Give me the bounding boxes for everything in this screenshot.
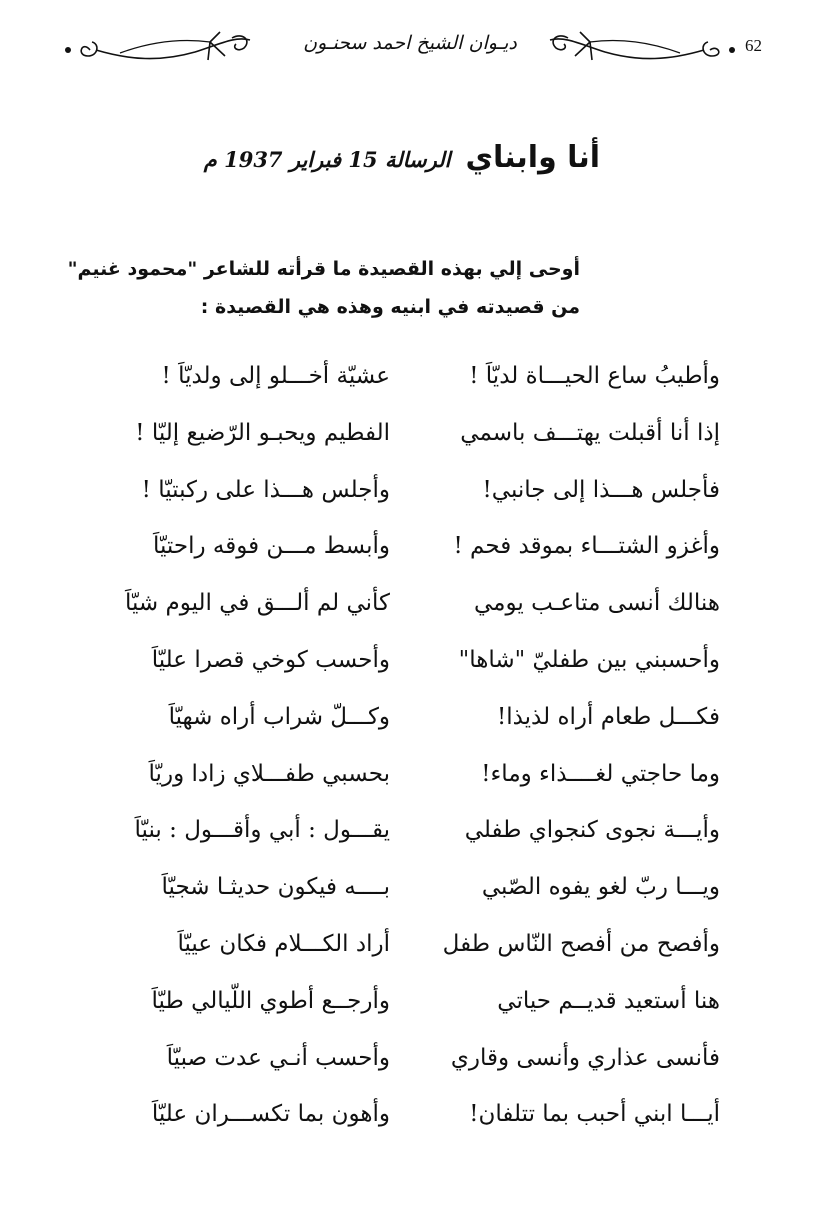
intro-line: من قصيدته في ابنيه وهذه هي القصيدة : xyxy=(200,296,580,318)
second-hemistich: عشيّة أخـــلو إلى ولديّاَ ! xyxy=(161,363,390,389)
second-hemistich: وأهون بما تكســـران عليّاَ xyxy=(151,1101,390,1128)
verse-row xyxy=(110,696,720,753)
first-hemistich: وأيـــة نجوى كنجواي طفلي xyxy=(464,817,720,844)
poem-verses xyxy=(110,355,720,1150)
poem-title xyxy=(150,140,600,175)
intro-paragraph xyxy=(67,250,580,326)
second-hemistich: وأبسط مـــن فوقه راحتيّاَ xyxy=(152,533,390,560)
page-number: 62 xyxy=(745,36,762,55)
verse-row xyxy=(110,866,720,923)
verse-row xyxy=(110,639,720,696)
first-hemistich: هنالك أنسى متاعـب يومي xyxy=(474,590,720,617)
verse-row xyxy=(110,355,720,412)
second-hemistich: أراد الكـــلام فكان عييّاَ xyxy=(177,930,390,957)
second-hemistich: يقـــول : أبي وأقـــول : بنيّاَ xyxy=(134,817,390,844)
verse-row xyxy=(110,753,720,810)
left-ornament-icon xyxy=(60,26,260,70)
first-hemistich: وأطيبُ ساع الحيـــاة لديّاَ ! xyxy=(469,363,720,389)
first-hemistich: وما حاجتي لغــــذاء وماء! xyxy=(481,760,720,787)
second-hemistich: وكـــلّ شراب أراه شهيّاَ xyxy=(168,703,390,730)
intro-line: أوحى إلي بهذه القصيدة ما قرأته للشاعر "محمود غنيم" xyxy=(67,258,580,280)
second-hemistich: بحسبي طفـــلاي زادا وريّاَ xyxy=(148,760,390,787)
first-hemistich: وأحسبني بين طفليّ "شاها" xyxy=(458,646,720,673)
second-hemistich: وأرجــع أطوي اللّيالي طيّاَ xyxy=(151,987,390,1014)
first-hemistich: هنا أستعيد قديــم حياتي xyxy=(497,987,720,1014)
first-hemistich: ويـــا ربّ لغو يفوه الصّبي xyxy=(481,874,720,901)
second-hemistich: وأجلس هـــذا على ركبتيّا ! xyxy=(141,476,390,503)
verse-row xyxy=(110,1037,720,1094)
first-hemistich: أيـــا ابني أحبب بما تتلفان! xyxy=(469,1101,720,1128)
second-hemistich: وأحسب كوخي قصرا عليّاَ xyxy=(151,646,390,673)
second-hemistich: كأني لم ألـــق في اليوم شيّاَ xyxy=(124,590,390,617)
verse-row xyxy=(110,1093,720,1150)
verse-row xyxy=(110,525,720,582)
verse-row xyxy=(110,809,720,866)
verse-row xyxy=(110,582,720,639)
first-hemistich: وأفصح من أفصح النّاس طفل xyxy=(442,930,720,957)
verse-row xyxy=(110,412,720,469)
poem-title-text: أنا وابناي xyxy=(465,140,600,175)
page-header xyxy=(60,20,762,76)
first-hemistich: إذا أنا أقبلت يهتـــف باسمي xyxy=(460,419,720,446)
first-hemistich: فأجلس هـــذا إلى جانبي! xyxy=(482,476,720,503)
second-hemistich: وأحسب أنـي عدت صبيّاَ xyxy=(166,1044,390,1071)
verse-row xyxy=(110,923,720,980)
first-hemistich: فكـــل طعام أراه لذيذا! xyxy=(496,703,720,730)
first-hemistich: وأغزو الشتـــاء بموقد فحم ! xyxy=(453,533,720,560)
running-title: ديـوان الشيخ احمد سحنـون xyxy=(303,32,517,54)
verse-row xyxy=(110,980,720,1037)
verse-row xyxy=(110,469,720,526)
second-hemistich: بــــه فيكون حديثـا شجيّاَ xyxy=(161,874,390,901)
right-ornament-icon xyxy=(540,26,740,70)
poem-source: الرسالة 15 فبراير 1937 م xyxy=(203,147,451,172)
first-hemistich: فأنسى عذاري وأنسى وقاري xyxy=(450,1044,720,1071)
second-hemistich: الفطيم ويحبـو الرّضيع إليّا ! xyxy=(135,419,390,446)
